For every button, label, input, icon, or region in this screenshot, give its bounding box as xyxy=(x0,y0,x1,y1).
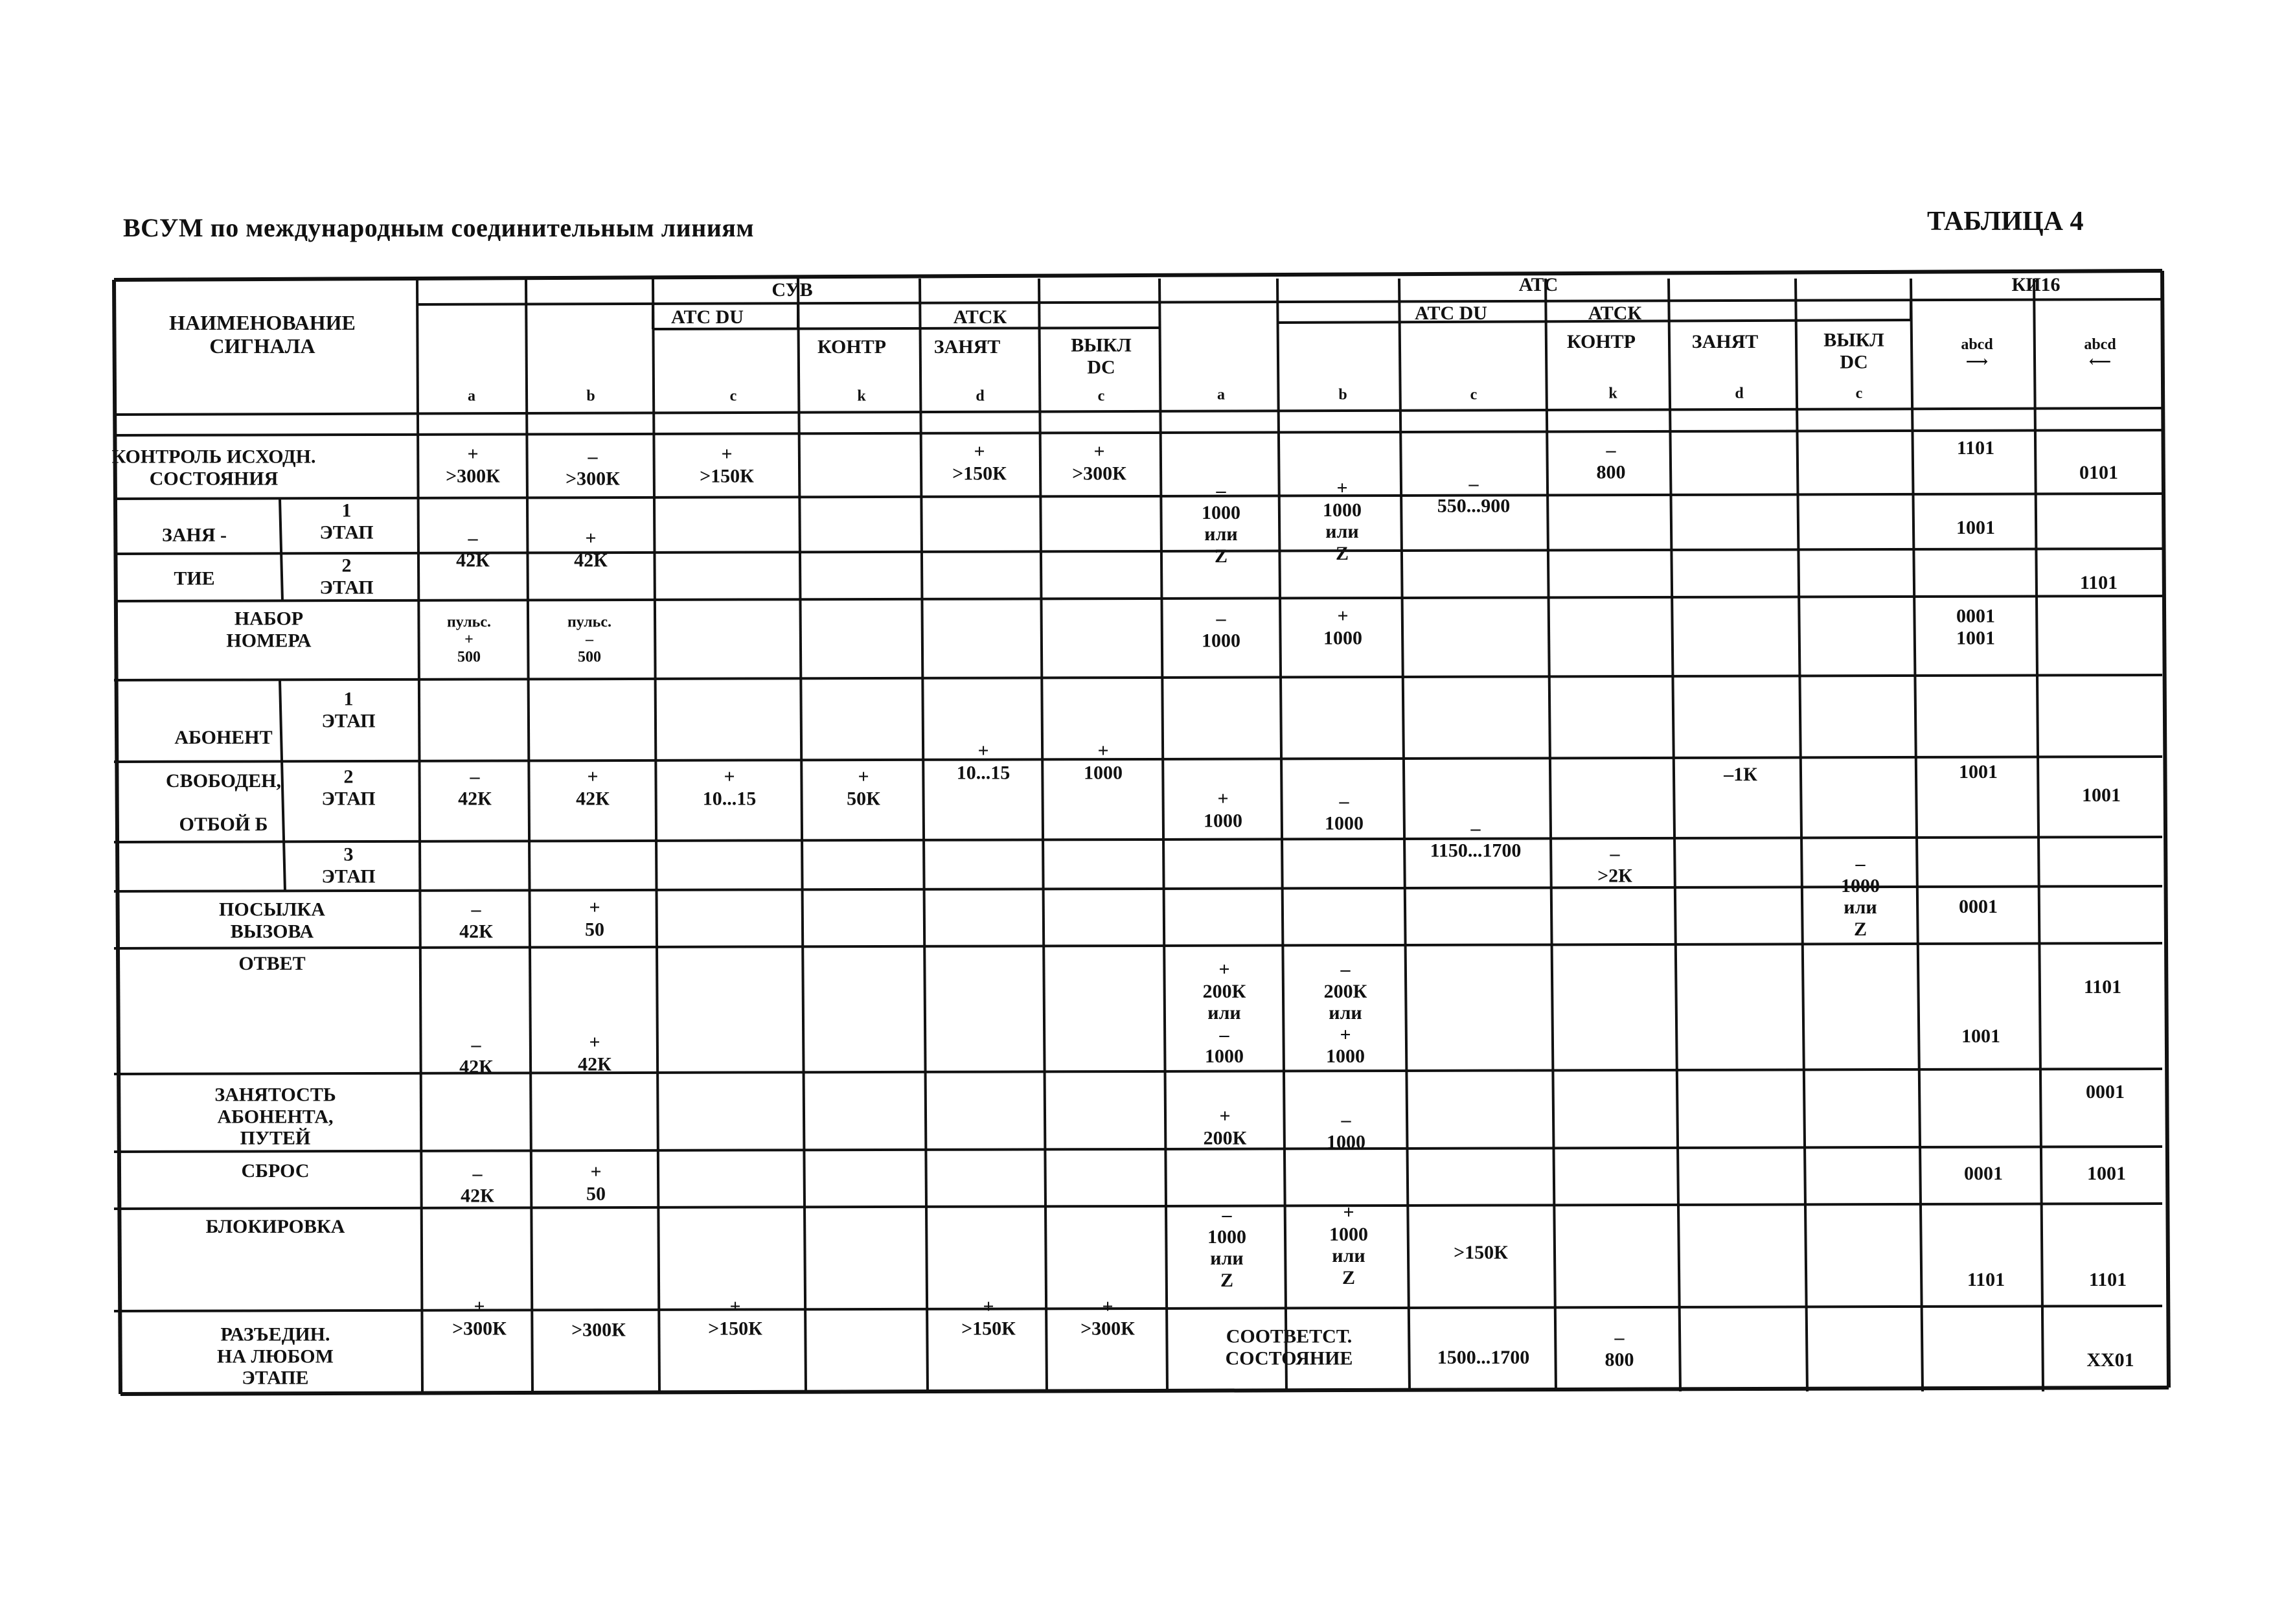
table-cell: НАИМЕНОВАНИЕ СИГНАЛА xyxy=(169,311,356,358)
grid-line xyxy=(120,1388,2169,1394)
table-cell: БЛОКИРОВКА xyxy=(205,1216,345,1238)
table-cell: ПОСЫЛКА ВЫЗОВА xyxy=(219,898,325,942)
table-cell: АБОНЕНТ СВОБОДЕН, ОТБОЙ Б xyxy=(166,727,281,836)
table-cell: – 42К xyxy=(461,1163,494,1206)
table-cell: 1001 xyxy=(1956,517,1995,539)
table-cell: 0001 xyxy=(1959,896,1998,918)
table-cell: + 10...15 xyxy=(702,766,757,809)
table-cell: + 200К xyxy=(1203,1105,1247,1149)
table-cell: 1001 xyxy=(2087,1163,2126,1185)
table-cell: КОНТР xyxy=(817,336,887,358)
grid-line xyxy=(114,408,2162,415)
table-cell: + 1000 xyxy=(1323,605,1362,648)
table-cell: XX01 xyxy=(2086,1349,2134,1371)
table-cell: КИ16 xyxy=(2011,274,2061,296)
table-cell: + 1000 или Z xyxy=(1323,477,1362,564)
table-cell: d xyxy=(1735,385,1744,402)
table-cell: – >300К xyxy=(571,1297,626,1340)
table-cell: c xyxy=(729,387,737,405)
table-cell: b xyxy=(586,387,595,405)
table-cell: 1 ЭТАП xyxy=(321,688,376,731)
table-cell: 1001 xyxy=(2082,784,2121,806)
table-cell: c xyxy=(1855,385,1863,402)
table-cell: k xyxy=(1608,385,1617,402)
table-cell: 1101 xyxy=(1956,437,1995,459)
grid-line xyxy=(114,549,2162,554)
table-cell: – 1000 xyxy=(1325,790,1364,834)
table-cell: ЗАНЯТОСТЬ АБОНЕНТА, ПУТЕЙ xyxy=(214,1084,336,1149)
table-cell: 1101 xyxy=(2083,976,2122,998)
table-cell: 1101 xyxy=(2088,1269,2127,1291)
table-cell: – 200К или + 1000 xyxy=(1323,959,1367,1068)
table-cell: СУВ xyxy=(771,279,813,301)
table-cell: 0001 1001 xyxy=(1956,605,1995,648)
grid-line xyxy=(1796,279,1807,1391)
table-cell: ATC DU xyxy=(671,306,744,328)
table-cell: abcd ⟵ xyxy=(2084,336,2116,371)
table-cell: 0001 xyxy=(2086,1081,2125,1103)
grid-line xyxy=(1911,279,1923,1391)
grid-line xyxy=(114,271,2162,280)
table-cell: пульс. + 500 xyxy=(446,613,492,666)
table-cell: + >150К xyxy=(700,443,754,486)
table-cell: – >2К xyxy=(1597,843,1632,886)
table-cell: ВЫКЛ DC xyxy=(1071,334,1132,378)
table-cell: d xyxy=(976,387,985,405)
grid-line xyxy=(114,675,2162,680)
grid-line xyxy=(798,279,806,1391)
table-cell: + 1000 xyxy=(1084,740,1123,783)
table-cell: + 1000 или Z xyxy=(1329,1201,1368,1288)
grid-line xyxy=(417,279,422,1391)
grid-line xyxy=(1277,279,1286,1391)
table-cell: – 42К xyxy=(459,898,493,942)
table-cell: – 1000 или Z xyxy=(1202,479,1240,567)
table-cell: + >300К xyxy=(1072,440,1126,484)
table-cell: c xyxy=(1097,387,1105,405)
grid-line xyxy=(2034,279,2043,1391)
table-cell: + 50 xyxy=(586,1161,606,1204)
table-cell: – 1000 xyxy=(1327,1109,1365,1152)
grid-line xyxy=(1159,279,1167,1391)
grid-line xyxy=(114,430,2162,435)
table-cell: – 800 xyxy=(1596,439,1626,483)
table-cell: НАБОР НОМЕРА xyxy=(226,608,312,651)
grid-line xyxy=(920,279,928,1391)
grid-line xyxy=(114,757,2162,762)
grid-line xyxy=(1039,279,1047,1391)
table-cell: 1500...1700 xyxy=(1437,1347,1530,1369)
table-cell: КОНТР xyxy=(1566,331,1636,353)
table-cell: b xyxy=(1338,386,1347,404)
table-cell: – 1000 xyxy=(1202,608,1240,651)
table-cell: + >150К xyxy=(952,440,1007,484)
table-cell: 1001 xyxy=(1961,1025,2000,1047)
table-cell: ATC DU xyxy=(1415,303,1487,325)
table-cell: + 42К xyxy=(576,766,610,809)
table-cell: КОНТРОЛЬ ИСХОДН. СОСТОЯНИЯ xyxy=(111,446,316,489)
table-cell: – >300К xyxy=(565,446,620,489)
table-cell: 3 ЭТАП xyxy=(321,843,376,887)
table-cell: a xyxy=(468,387,475,405)
table-cell: 1101 xyxy=(2079,572,2118,594)
grid-line xyxy=(417,299,2162,304)
grid-line xyxy=(1669,279,1680,1391)
table-cell: + 1000 xyxy=(1204,788,1242,831)
grid-line xyxy=(280,499,282,601)
grid-line xyxy=(526,279,532,1391)
table-cell: – 42К xyxy=(456,527,490,571)
table-cell: >150К xyxy=(1454,1242,1508,1264)
table-cell: – 1000 или Z xyxy=(1207,1204,1246,1291)
table-cell: a xyxy=(1217,386,1225,404)
table-cell: + >300К xyxy=(1080,1296,1135,1339)
table-cell: + >150К xyxy=(708,1296,762,1339)
table-cell: 0101 xyxy=(2079,462,2118,484)
grid-line xyxy=(2162,271,2169,1388)
grid-line xyxy=(114,494,2162,499)
table-cell: + >150К xyxy=(961,1296,1016,1339)
table-cell: + 50 xyxy=(585,897,604,940)
table-cell: – 1000 или Z xyxy=(1841,852,1880,940)
table-cell: + 42К xyxy=(578,1031,611,1075)
table-cell: – 1150...1700 xyxy=(1430,818,1522,861)
grid-line xyxy=(1546,279,1556,1391)
table-cell: – 42К xyxy=(458,766,492,809)
table-cell: – 800 xyxy=(1605,1327,1634,1370)
table-cell: + 42К xyxy=(574,527,608,571)
table-cell: c xyxy=(1470,386,1478,404)
table-cell: + >300К xyxy=(446,443,500,486)
table-cell: – 550...900 xyxy=(1437,473,1511,516)
grid-line xyxy=(653,279,659,1391)
table-cell: ЗАНЯТ xyxy=(1691,331,1759,353)
table-cell: 1001 xyxy=(1959,761,1998,783)
table-cell: 2 ЭТАП xyxy=(321,766,376,809)
table-cell: abcd ⟶ xyxy=(1961,336,1993,371)
table-cell: – 42К xyxy=(459,1034,493,1077)
table-cell: 2 ЭТАП xyxy=(319,555,374,598)
grid-line xyxy=(1399,279,1410,1391)
table-cell: 1101 xyxy=(1967,1269,2005,1291)
table-cell: + 10...15 xyxy=(956,740,1011,783)
document-title: ВСУМ по международным соединительным линиям xyxy=(123,213,755,242)
table-cell: пульс. – 500 xyxy=(567,613,612,666)
table-cell: РАЗЪЕДИН. НА ЛЮБОМ ЭТАПЕ xyxy=(217,1323,334,1389)
table-cell: СБРОС xyxy=(241,1160,310,1182)
table-cell: ЗАНЯТ xyxy=(933,336,1001,358)
table-cell: + >300К xyxy=(452,1296,507,1339)
table-cell: –1К xyxy=(1724,764,1757,786)
table-cell: + 50К xyxy=(847,766,880,809)
table-cell: k xyxy=(857,387,866,405)
table-cell: АТС xyxy=(1518,274,1559,296)
table-cell: СООТВЕТСТ. СОСТОЯНИЕ xyxy=(1225,1325,1353,1369)
grid-line xyxy=(114,837,2162,842)
table-number: ТАБЛИЦА 4 xyxy=(1927,207,2084,236)
table-cell: 0001 xyxy=(1964,1163,2003,1185)
table-cell: + 200К или – 1000 xyxy=(1202,959,1246,1068)
table-cell: ОТВЕТ xyxy=(238,953,306,975)
table-cell: 1 ЭТАП xyxy=(319,499,374,543)
grid-line xyxy=(114,596,2162,601)
table-cell: АТСК xyxy=(1588,303,1642,325)
table-cell: ЗАНЯ - ТИЕ xyxy=(162,524,227,589)
table-cell: ВЫКЛ DC xyxy=(1823,329,1884,372)
table-cell: АТСК xyxy=(953,306,1007,328)
